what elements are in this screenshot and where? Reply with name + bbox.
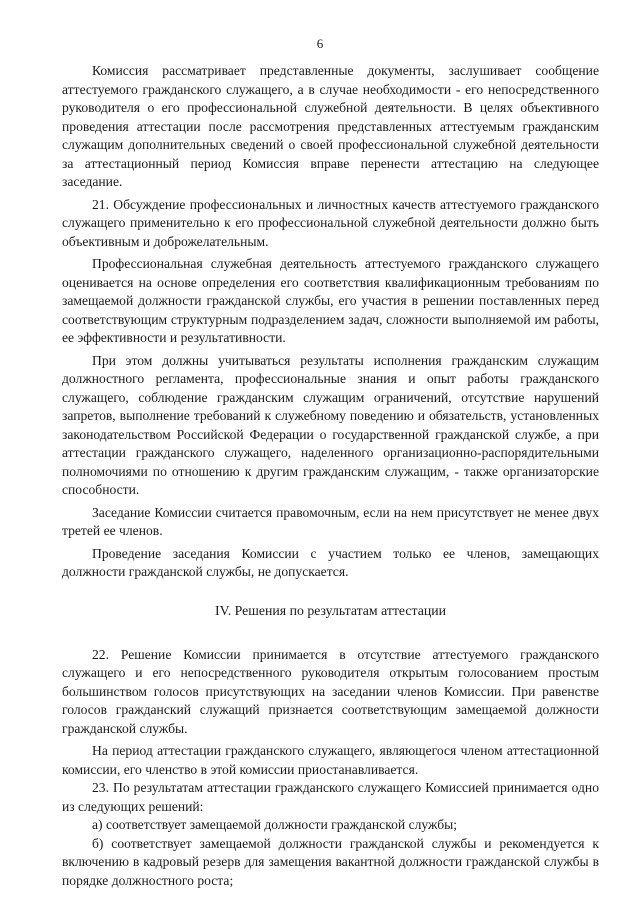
paragraph: Профессиональная служебная деятельность аттестуемого гражданского служащего оценивается на основе определения его соответствия квалификационным требованиям по замещаемой должности гражданской службы, его участия в решении поставленных перед соответствующим структурным подразделением задач, сложности выполняемой им работы, ее эффективности и результативности. [62, 256, 599, 345]
paragraph: Проведение заседания Комиссии с участием только ее членов, замещающих должности гражданской службы, не допускается. [62, 545, 599, 579]
list-item-a: а) соответствует замещаемой должности гражданской службы; [92, 817, 458, 832]
paragraph-item-23: 23. По результатам аттестации гражданского служащего Комиссией принимается одно из следующих решений: [62, 780, 599, 814]
paragraph-item-21: 21. Обсуждение профессиональных и личностных качеств аттестуемого гражданского служащего применительно к его профессиональной служебной деятельности должно быть объективным и доброжелательным. [62, 196, 599, 249]
list-item-b: б) соответствует замещаемой должности гражданской службы и рекомендуется к включению в кадровый резерв для замещения вакантной должности гражданской службы в порядке должностного роста; [62, 835, 599, 888]
paragraph: На период аттестации гражданского служащего, являющегося членом аттестационной комиссии, его членство в этой комиссии приостанавливается. [62, 743, 599, 777]
page-number: 6 [316, 36, 324, 51]
paragraph-item-22: 22. Решение Комиссии принимается в отсутствие аттестуемого гражданского служащего и его непосредственного руководителя открытым голосованием простым большинством голосов присутствующих на заседании членов Комиссии. При равенстве голосов гражданский служащий признается соответствующим замещаемой должности гражданской службы. [62, 646, 599, 736]
paragraph: При этом должны учитываться результаты исполнения гражданским служащим должностного регламента, профессиональные знания и опыт работы гражданского служащего, соблюдение гражданским служащим ограничений, отсутствие нарушений запретов, выполнение требований к служебному поведению и обязательств, установленных законодательством Российской Федерации о государственной гражданской службе, а при аттестации гражданского служащего, наделенного организационно-распорядительными полномочиями по отношению к другим гражданским служащим, - также организаторские способности. [62, 352, 599, 497]
document-body [62, 62, 599, 890]
paragraph: Комиссия рассматривает представленные документы, заслушивает сообщение аттестуемого гражданского служащего, а в случае необходимости - его непосредственного руководителя о его профессиональной служебной деятельности. В целях объективного проведения аттестации после рассмотрения представленных аттестуемым гражданским служащим дополнительных сведений о своей профессиональной служебной деятельности за аттестационный период Комиссия вправе перенести аттестацию на следующее заседание. [62, 63, 599, 189]
section-heading: IV. Решения по результатам аттестации [215, 602, 446, 618]
paragraph: Заседание Комиссии считается правомочным, если на нем присутствует не менее двух третей ее членов. [62, 504, 599, 538]
